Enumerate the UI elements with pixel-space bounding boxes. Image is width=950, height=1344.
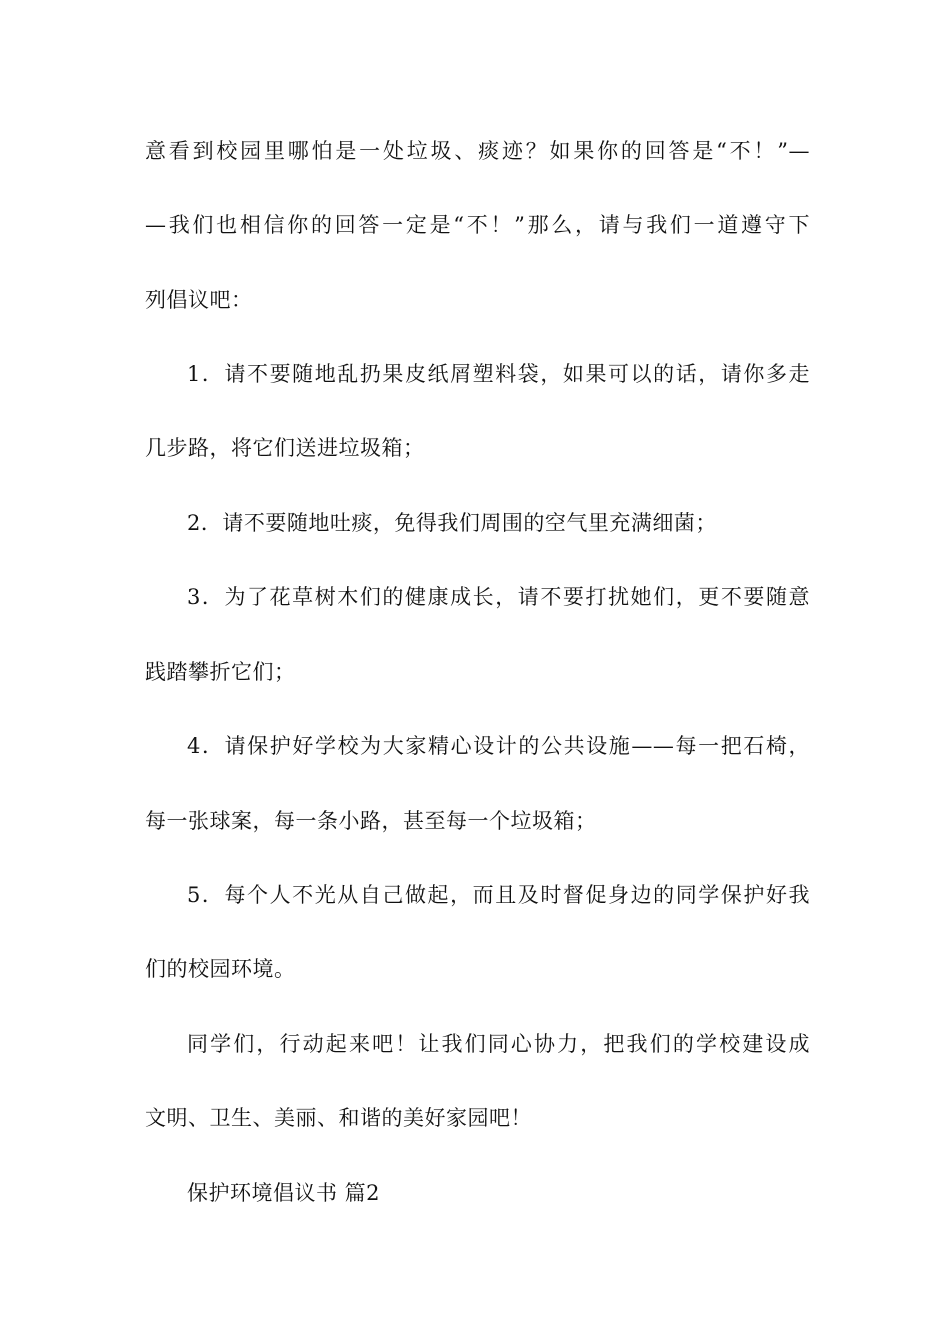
- list-item-4-line: 每一张球案，每一条小路，甚至每一个垃圾箱；: [145, 809, 597, 833]
- closing-paragraph-line: 文明、卫生、美丽、和谐的美好家园吧！: [145, 1106, 532, 1130]
- closing-paragraph-line: 同学们，行动起来吧！让我们同心协力，把我们的学校建设成: [187, 1032, 810, 1056]
- paragraph-line: —我们也相信你的回答一定是“不！”那么，请与我们一道遵守下: [145, 213, 810, 237]
- list-item-2: 2．请不要随地吐痰，免得我们周围的空气里充满细菌；: [187, 511, 717, 535]
- list-item-5-line: 5．每个人不光从自己做起，而且及时督促身边的同学保护好我: [187, 883, 810, 907]
- paragraph-line: 意看到校园里哪怕是一处垃圾、痰迹？如果你的回答是“不！”—: [145, 139, 810, 163]
- list-item-3-line: 践踏攀折它们；: [145, 660, 296, 684]
- list-item-4-line: 4．请保护好学校为大家精心设计的公共设施——每一把石椅，: [187, 734, 810, 758]
- paragraph-line: 列倡议吧：: [145, 288, 253, 312]
- list-item-3-line: 3．为了花草树木们的健康成长，请不要打扰她们，更不要随意: [187, 585, 810, 609]
- list-item-1-line: 几步路，将它们送进垃圾箱；: [145, 436, 425, 460]
- list-item-1-line: 1．请不要随地乱扔果皮纸屑塑料袋，如果可以的话，请你多走: [187, 362, 810, 386]
- list-item-5-line: 们的校园环境。: [145, 957, 296, 981]
- section-heading: 保护环境倡议书 篇2: [187, 1181, 381, 1205]
